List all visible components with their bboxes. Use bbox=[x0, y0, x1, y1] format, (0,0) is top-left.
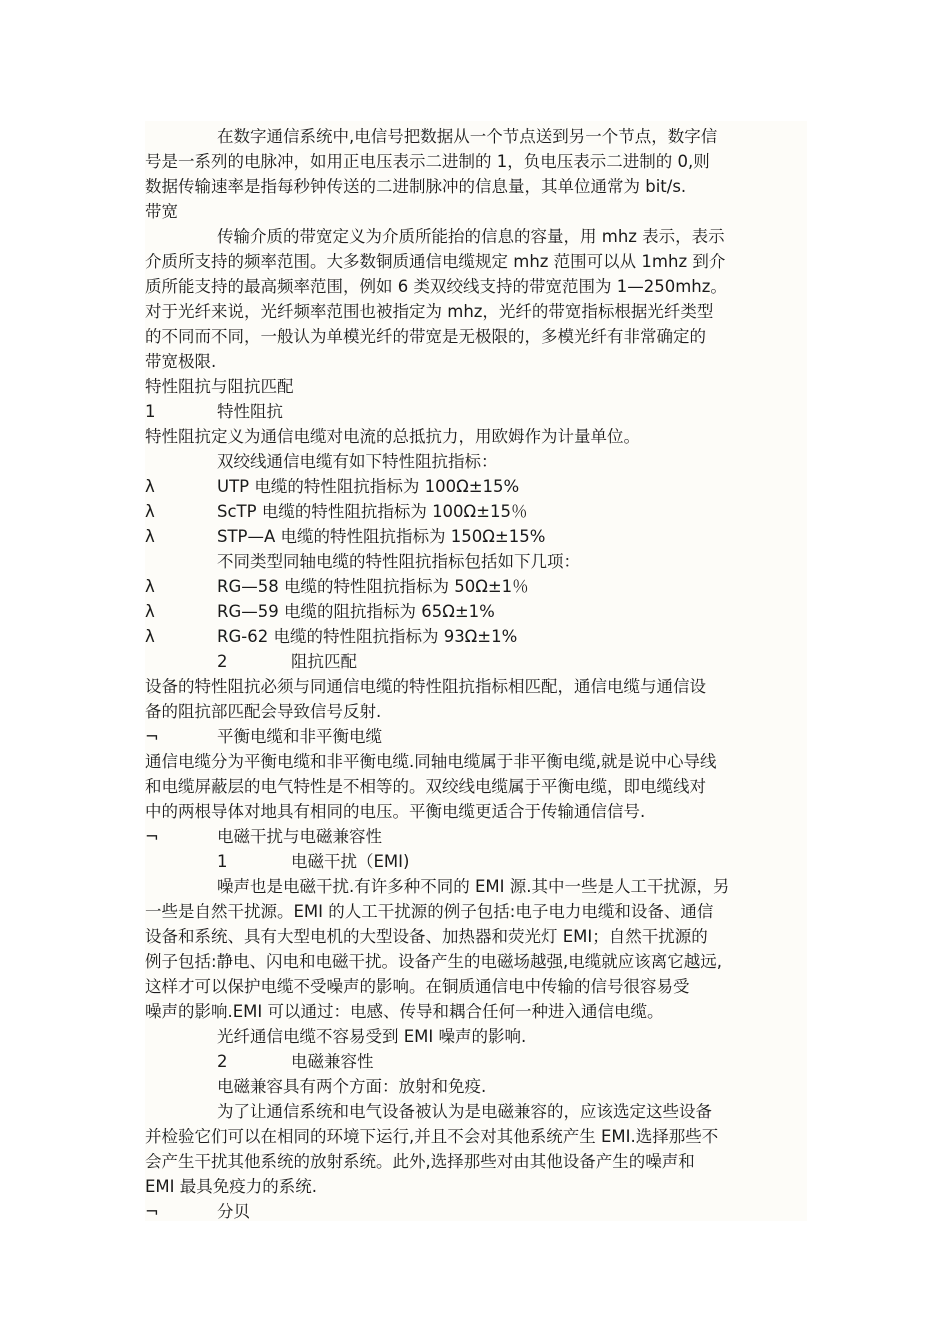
list-item-text: UTP 电缆的特性阻抗指标为 100Ω±15% bbox=[217, 477, 520, 496]
item-text: 电磁兼容性 bbox=[291, 1052, 374, 1071]
list-item-text: RG—58 电缆的特性阻抗指标为 50Ω±1％ bbox=[217, 577, 529, 596]
paragraph-line: 对于光纤来说，光纤频率范围也被指定为 mhz，光纤的带宽指标根据光纤类型 bbox=[145, 302, 714, 321]
section-heading-item bbox=[145, 824, 545, 849]
list-item-text: ScTP 电缆的特性阻抗指标为 100Ω±15％ bbox=[217, 502, 528, 521]
paragraph-line: 传输介质的带宽定义为介质所能抬的信息的容量，用 mhz 表示，表示 bbox=[217, 227, 725, 246]
numbered-item bbox=[145, 399, 445, 424]
bullet-marker: ¬ bbox=[145, 727, 159, 746]
item-number: 2 bbox=[217, 1052, 228, 1071]
list-item bbox=[145, 499, 745, 524]
paragraph-line: 噪声也是电磁干扰.有许多种不同的 EMI 源.其中一些是人工干扰源，另 bbox=[217, 877, 730, 896]
paragraph-line: 例子包括:静电、闪电和电磁干扰。设备产生的电磁场越强,电缆就应该离它越远, bbox=[145, 952, 723, 971]
paragraph-line: 不同类型同轴电缆的特性阻抗指标包括如下几项： bbox=[217, 552, 580, 571]
paragraph-line: 设备的特性阻抗必须与同通信电缆的特性阻抗指标相匹配，通信电缆与通信设 bbox=[145, 677, 706, 696]
list-item bbox=[145, 474, 745, 499]
paragraph-line: 数据传输速率是指每秒钟传送的二进制脉冲的信息量，其单位通常为 bit/s. bbox=[145, 177, 687, 196]
paragraph-line: 介质所支持的频率范围。大多数铜质通信电缆规定 mhz 范围可以从 1mhz 到介 bbox=[145, 252, 726, 271]
numbered-item bbox=[145, 649, 545, 674]
paragraph-line: 在数字通信系统中,电信号把数据从一个节点送到另一个节点，数字信 bbox=[217, 127, 718, 146]
item-text: 阻抗匹配 bbox=[291, 652, 357, 671]
bullet-marker: ¬ bbox=[145, 827, 159, 846]
section-heading: 电磁干扰与电磁兼容性 bbox=[217, 827, 382, 846]
bullet-marker: λ bbox=[145, 627, 155, 646]
list-item-text: RG-62 电缆的特性阻抗指标为 93Ω±1% bbox=[217, 627, 518, 646]
section-heading: 平衡电缆和非平衡电缆 bbox=[217, 727, 382, 746]
paragraph-line: 号是一系列的电脉冲，如用正电压表示二进制的 1，负电压表示二进制的 0,则 bbox=[145, 152, 710, 171]
paragraph-line: 通信电缆分为平衡电缆和非平衡电缆.同轴电缆属于非平衡电缆,就是说中心导线 bbox=[145, 752, 717, 771]
bullet-marker: λ bbox=[145, 527, 155, 546]
item-text: 特性阻抗 bbox=[217, 402, 283, 421]
numbered-item bbox=[145, 849, 545, 874]
bullet-marker: λ bbox=[145, 477, 155, 496]
section-heading-item bbox=[145, 1199, 545, 1224]
bullet-marker: λ bbox=[145, 502, 155, 521]
paragraph-line: 噪声的影响.EMI 可以通过：电感、传导和耦合任何一种进入通信电缆。 bbox=[145, 1002, 664, 1021]
paragraph-line: 一些是自然干扰源。EMI 的人工干扰源的例子包括:电子电力电缆和设备、通信 bbox=[145, 902, 714, 921]
paragraph-line: 电磁兼容具有两个方面：放射和免疫. bbox=[217, 1077, 487, 1096]
section-heading: 特性阻抗与阻抗匹配 bbox=[145, 377, 294, 396]
document-body bbox=[145, 121, 807, 1221]
paragraph-line: 特性阻抗定义为通信电缆对电流的总抵抗力，用欧姆作为计量单位。 bbox=[145, 427, 640, 446]
paragraph-line: 和电缆屏蔽层的电气特性是不相等的。双绞线电缆属于平衡电缆，即电缆线对 bbox=[145, 777, 706, 796]
item-text: 电磁干扰（EMI) bbox=[291, 852, 410, 871]
paragraph-line: 中的两根导体对地具有相同的电压。平衡电缆更适合于传输通信信号. bbox=[145, 802, 646, 821]
bullet-marker: ¬ bbox=[145, 1202, 159, 1221]
paragraph-line: 的不同而不同，一般认为单模光纤的带宽是无极限的，多模光纤有非常确定的 bbox=[145, 327, 706, 346]
list-item bbox=[145, 574, 745, 599]
list-item bbox=[145, 624, 745, 649]
list-item-text: RG—59 电缆的阻抗指标为 65Ω±1% bbox=[217, 602, 495, 621]
numbered-item bbox=[145, 1049, 545, 1074]
paragraph-line: EMI 最具免疫力的系统. bbox=[145, 1177, 318, 1196]
paragraph-line: 会产生干扰其他系统的放射系统。此外,选择那些对由其他设备产生的噪声和 bbox=[145, 1152, 695, 1171]
section-heading: 带宽 bbox=[145, 202, 178, 221]
item-number: 2 bbox=[217, 652, 228, 671]
section-heading: 分贝 bbox=[217, 1202, 250, 1221]
paragraph-line: 设备和系统、具有大型电机的大型设备、加热器和荧光灯 EMI；自然干扰源的 bbox=[145, 927, 708, 946]
paragraph-line: 并检验它们可以在相同的环境下运行,并且不会对其他系统产生 EMI.选择那些不 bbox=[145, 1127, 719, 1146]
paragraph-line: 备的阻抗部匹配会导致信号反射. bbox=[145, 702, 382, 721]
section-heading-item bbox=[145, 724, 545, 749]
paragraph-line: 质所能支持的最高频率范围，例如 6 类双绞线支持的带宽范围为 1—250mhz。 bbox=[145, 277, 727, 296]
paragraph-line: 这样才可以保护电缆不受噪声的影响。在铜质通信电中传输的信号很容易受 bbox=[145, 977, 690, 996]
bullet-marker: λ bbox=[145, 602, 155, 621]
bullet-marker: λ bbox=[145, 577, 155, 596]
list-item-text: STP—A 电缆的特性阻抗指标为 150Ω±15% bbox=[217, 527, 546, 546]
paragraph-line: 为了让通信系统和电气设备被认为是电磁兼容的，应该选定这些设备 bbox=[217, 1102, 712, 1121]
paragraph-line: 双绞线通信电缆有如下特性阻抗指标： bbox=[217, 452, 498, 471]
list-item bbox=[145, 524, 745, 549]
item-number: 1 bbox=[145, 402, 156, 421]
paragraph-line: 带宽极限. bbox=[145, 352, 217, 371]
list-item bbox=[145, 599, 745, 624]
item-number: 1 bbox=[217, 852, 228, 871]
paragraph-line: 光纤通信电缆不容易受到 EMI 噪声的影响. bbox=[217, 1027, 527, 1046]
